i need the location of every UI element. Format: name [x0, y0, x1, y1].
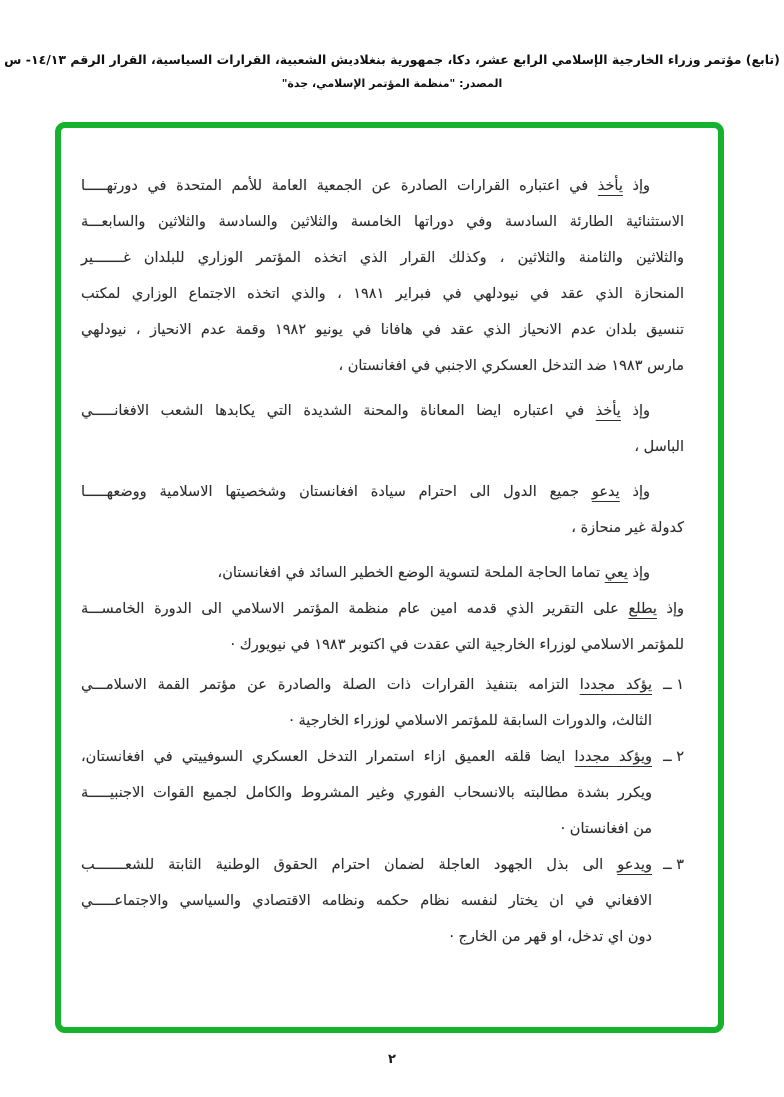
- line-rest: الافغاني في ان يختار لنفسه نظام حكمه ونظامه الاقتصادي والسياسي والاجتماعـــــي: [81, 893, 652, 909]
- text-line: [81, 811, 684, 847]
- item-number: ٢ ــ: [663, 749, 684, 765]
- text-line: [81, 204, 684, 240]
- text-line: [81, 276, 684, 312]
- line-rest: مارس ١٩٨٣ ضد التدخل العسكري الاجنبي في افغانستان ،: [338, 358, 684, 374]
- text-line: [81, 312, 684, 348]
- line-rest: الباسل ،: [634, 439, 684, 455]
- line-rest: من افغانستان ·: [560, 821, 652, 837]
- line-rest: كدولة غير منحازة ،: [571, 520, 684, 536]
- text-line: [81, 168, 684, 204]
- numbered-clause-line: [81, 739, 684, 775]
- line-rest: على التقرير الذي قدمه امين عام منظمة المؤتمر الاسلامي الى الدورة الخامســـة: [81, 601, 629, 617]
- underlined-lead: يأخذ: [597, 178, 623, 194]
- line-rest: والثلاثين والثامنة والثلاثين ، وكذلك القرار الذي اتخذه المؤتمر الوزاري للبلدان غـــــــير: [81, 250, 684, 266]
- text-line: [81, 348, 684, 384]
- document-header: [0, 50, 784, 90]
- text-line: [81, 775, 684, 811]
- text-line: [81, 591, 684, 627]
- underlined-lead: يطلع: [628, 601, 657, 617]
- resolution-body: [81, 168, 684, 955]
- line-rest: للمؤتمر الاسلامي لوزراء الخارجية التي عقدت في اكتوبر ١٩٨٣ في نيويورك ·: [230, 637, 684, 653]
- text-line: [81, 429, 684, 465]
- line-rest: في اعتباره ايضا المعاناة والمحنة الشديدة التي يكابدها الشعب الافغانـــــي: [81, 403, 596, 419]
- line-pre: وإذ: [619, 484, 650, 500]
- line-rest: ويكرر بشدة مطالبته بالانسحاب الفوري وغير المشروط والكامل لجميع القوات الاجنبيـــــة: [81, 785, 652, 801]
- line-rest: ايضا قلقه العميق ازاء استمرار التدخل العسكري السوفييتي في افغانستان،: [81, 749, 575, 765]
- line-rest: التزامه بتنفيذ القرارات ذات الصلة والصادرة عن مؤتمر القمة الاسلامـــي: [81, 677, 580, 693]
- header-source-line: المصدر: "منظمة المؤتمر الإسلامي، جدة": [281, 77, 503, 90]
- underlined-lead: يؤكد مجددا: [579, 677, 653, 693]
- text-line: [81, 555, 684, 591]
- underlined-lead: ويؤكد مجددا: [574, 749, 652, 765]
- line-pre: وإذ: [620, 403, 650, 419]
- text-line: [81, 919, 684, 955]
- numbered-clause-line: [81, 847, 684, 883]
- numbered-clause-line: [81, 667, 684, 703]
- underlined-lead: يدعو: [591, 484, 620, 500]
- line-rest: تنسيق بلدان عدم الانحياز الذي عقد في هافانا في يونيو ١٩٨٢ وقمة عدم الانحياز ، نيودلهي: [81, 322, 684, 338]
- line-rest: جميع الدول الى احترام سيادة افغانستان وشخصيتها الاسلامية ووضعهـــــا: [81, 484, 592, 500]
- text-line: [81, 883, 684, 919]
- underlined-lead: ويدعو: [617, 857, 652, 873]
- line-pre: وإذ: [656, 601, 684, 617]
- line-pre: وإذ: [622, 178, 650, 194]
- line-rest: دون اي تدخل، او قهر من الخارج ·: [449, 929, 652, 945]
- underlined-lead: يأخذ: [595, 403, 621, 419]
- text-line: [81, 703, 684, 739]
- line-pre: وإذ: [627, 565, 650, 581]
- line-rest: الاستثنائية الطارئة السادسة وفي دوراتها الخامسة والثلاثين والسادسة والثلاثين والسابعـــة: [81, 214, 684, 230]
- text-line: [81, 240, 684, 276]
- item-number: ١ ــ: [663, 677, 684, 693]
- line-rest: الى بذل الجهود العاجلة لضمان احترام الحقوق الوطنية الثابتة للشعـــــــب: [81, 857, 618, 873]
- line-rest: تماما الحاجة الملحة لتسوية الوضع الخطير السائد في افغانستان،: [217, 565, 605, 581]
- underlined-lead: يعي: [604, 565, 628, 581]
- line-rest: المنحازة الذي عقد في نيودلهي في فبراير ١٩٨١ ، والذي اتخذه الاجتماع الوزاري لمكتب: [81, 286, 684, 302]
- page-number: ٢: [388, 1052, 396, 1067]
- line-rest: في اعتباره القرارات الصادرة عن الجمعية العامة للأمم المتحدة في دورتهـــــا: [81, 178, 598, 194]
- text-line: [81, 393, 684, 429]
- text-line: [81, 510, 684, 546]
- text-line: [81, 474, 684, 510]
- header-title-line: (تابع) مؤتمر وزراء الخارجية الإسلامي الرابع عشر، دكا، جمهورية بنغلاديش الشعبية، القرارات السياسية، القرار الرقم ١٤/١٣- س: [4, 52, 780, 67]
- line-rest: الثالث، والدورات السابقة للمؤتمر الاسلامي لوزراء الخارجية ·: [289, 713, 652, 729]
- item-number: ٣ ــ: [663, 857, 684, 873]
- text-line: [81, 627, 684, 663]
